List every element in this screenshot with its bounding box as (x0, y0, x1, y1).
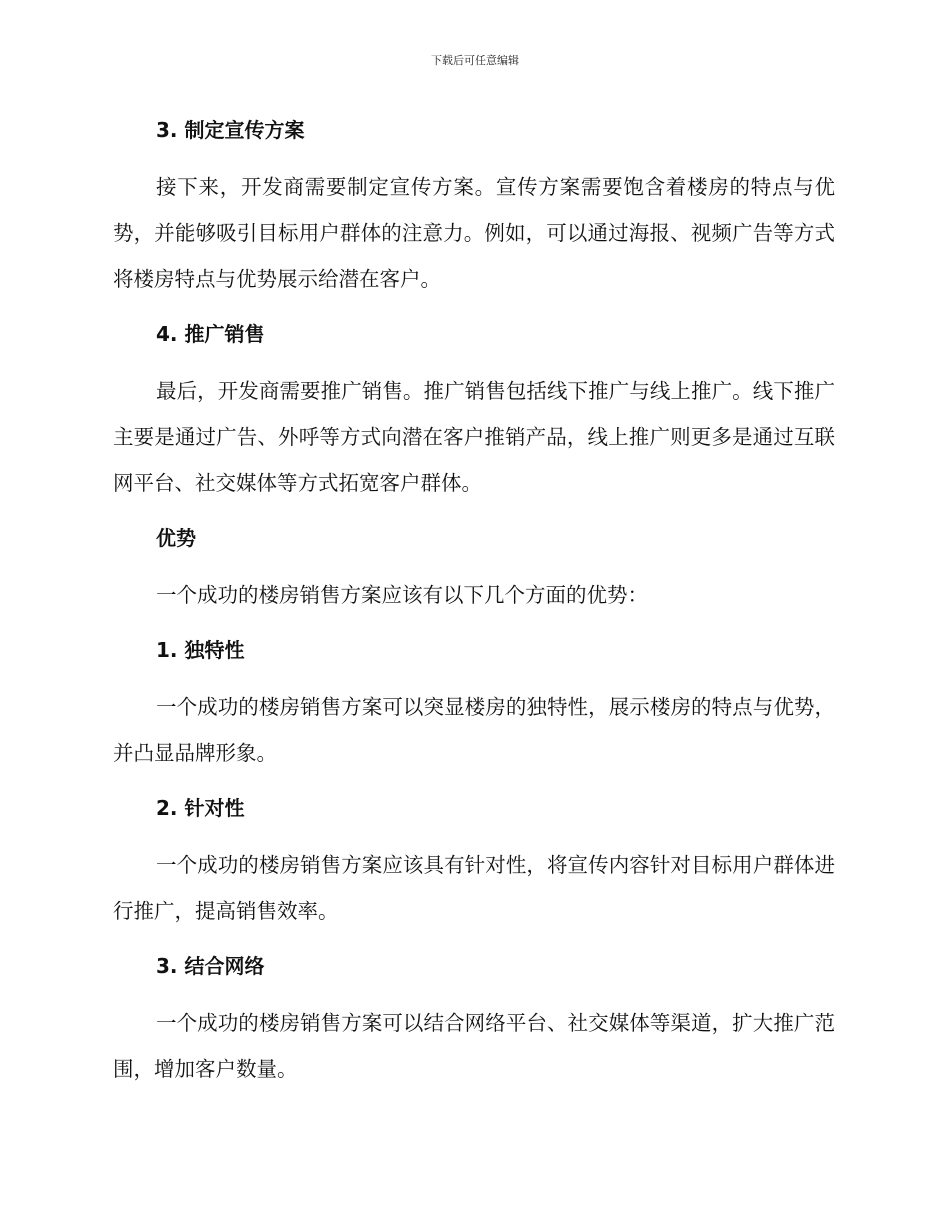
paragraph: 一个成功的楼房销售方案应该具有针对性，将宣传内容针对目标用户群体进行推广，提高销售效率。 (113, 853, 835, 923)
paragraph: 一个成功的楼房销售方案应该有以下几个方面的优势： (156, 583, 648, 607)
section-heading: 1. 独特性 (156, 638, 245, 662)
paragraph: 接下来，开发商需要制定宣传方案。宣传方案需要饱含着楼房的特点与优势，并能够吸引目标用户群体的注意力。例如，可以通过海报、视频广告等方式将楼房特点与优势展示给潜在客户。 (113, 175, 835, 291)
section-heading: 3. 制定宣传方案 (156, 118, 305, 142)
page-header: 下载后可任意编辑 (431, 54, 519, 67)
section-heading: 2. 针对性 (156, 796, 245, 820)
section-heading: 4. 推广销售 (156, 322, 265, 346)
paragraph: 一个成功的楼房销售方案可以突显楼房的独特性，展示楼房的特点与优势，并凸显品牌形象。 (113, 695, 835, 765)
document-body (113, 110, 835, 1092)
paragraph: 最后，开发商需要推广销售。推广销售包括线下推广与线上推广。线下推广主要是通过广告、外呼等方式向潜在客户推销产品，线上推广则更多是通过互联网平台、社交媒体等方式拓宽客户群体。 (113, 379, 835, 495)
section-heading: 优势 (156, 526, 196, 550)
paragraph: 一个成功的楼房销售方案可以结合网络平台、社交媒体等渠道，扩大推广范围，增加客户数量。 (113, 1011, 835, 1081)
section-heading: 3. 结合网络 (156, 954, 265, 978)
